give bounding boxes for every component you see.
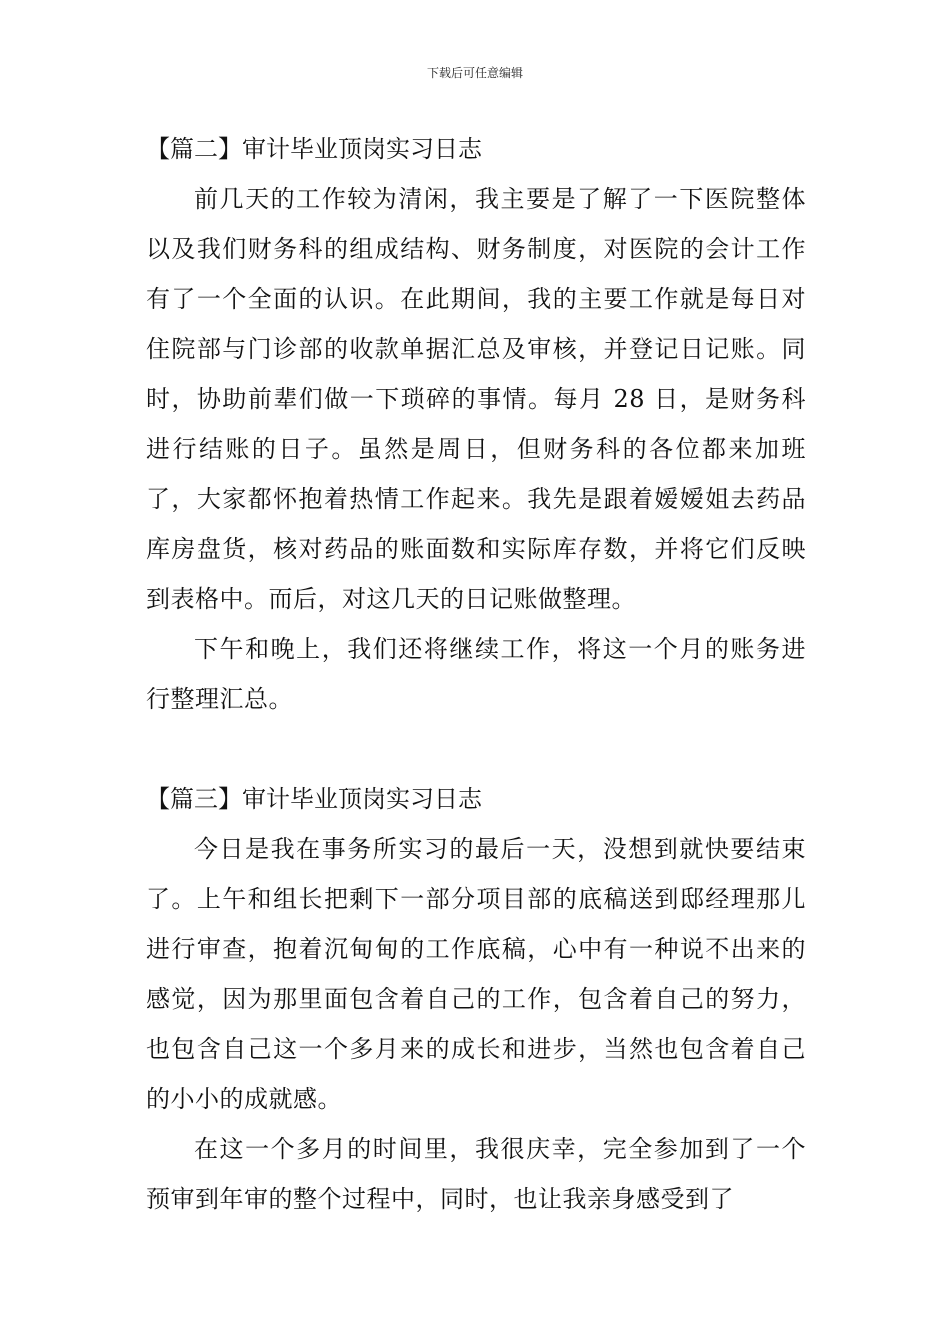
paragraph: 在这一个多月的时间里，我很庆幸，完全参加到了一个预审到年审的整个过程中，同时，也让我亲身感受到了 <box>146 1135 806 1213</box>
section-3 <box>146 774 806 1224</box>
section-title: 【篇二】审计毕业顶岗实习日志 <box>146 135 482 163</box>
paragraph: 前几天的工作较为清闲，我主要是了解了一下医院整体以及我们财务科的组成结构、财务制度，对医院的会计工作有了一个全面的认识。在此期间，我的主要工作就是每日对住院部与门诊部的收款单据汇总及审核，并登记日记账。同时，协助前辈们做一下琐碎的事情。每月 28 日，是财务科进行结账的日子。虽然是周日，但财务科的各位都来加班了，大家都怀抱着热情工作起来。我先是跟着嫒嫒姐去药品库房盘货，核对药品的账面数和实际库存数，并将它们反映到表格中。而后，对这几天的日记账做整理。 <box>146 185 806 613</box>
section-spacer <box>146 724 806 774</box>
paragraph: 下午和晚上，我们还将继续工作，将这一个月的账务进行整理汇总。 <box>146 635 806 713</box>
page-header-note: 下载后可任意编辑 <box>426 66 523 80</box>
document-body <box>146 124 806 1224</box>
paragraph: 今日是我在事务所实习的最后一天，没想到就快要结束了。上午和组长把剩下一部分项目部的底稿送到邸经理那儿进行审查，抱着沉甸甸的工作底稿，心中有一种说不出来的感觉，因为那里面包含着自己的工作，包含着自己的努力，也包含自己这一个多月来的成长和进步，当然也包含着自己的小小的成就感。 <box>146 835 806 1113</box>
section-title: 【篇三】审计毕业顶岗实习日志 <box>146 785 482 813</box>
section-2 <box>146 124 806 724</box>
